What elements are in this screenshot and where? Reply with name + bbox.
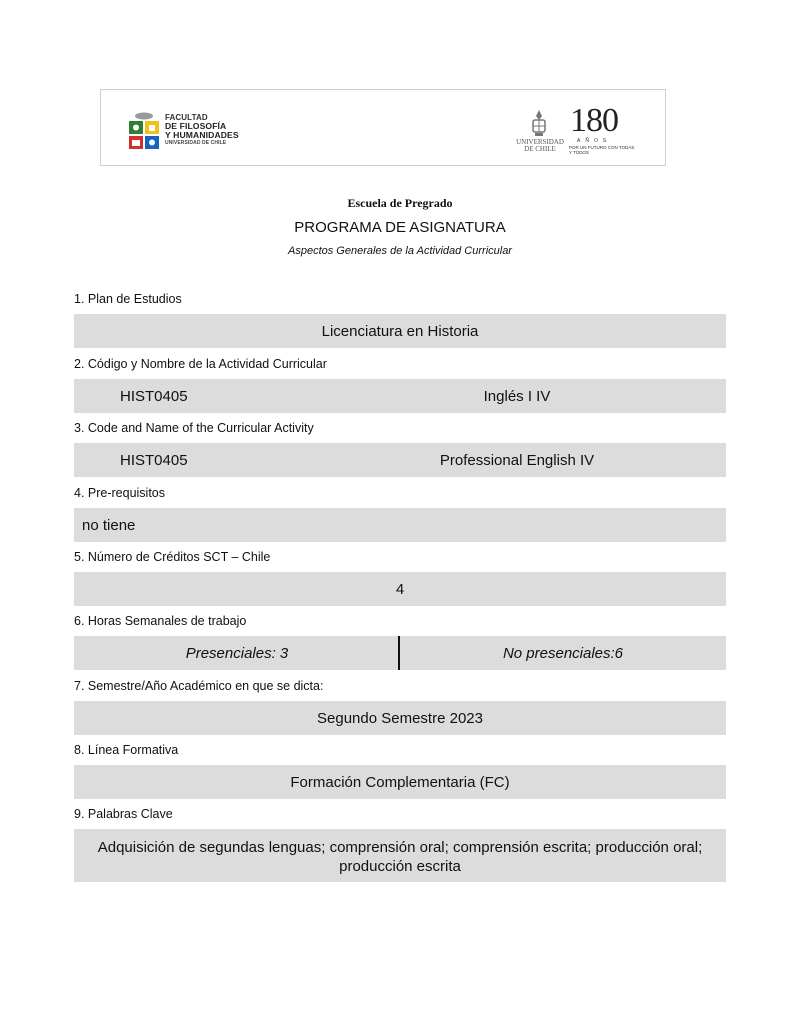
prereq-value: no tiene — [82, 516, 136, 534]
faculty-logo-text — [165, 113, 239, 147]
faculty-logo-line1: FACULTAD — [165, 113, 208, 122]
palabras-field — [74, 829, 726, 882]
semestre-label: 7. Semestre/Año Académico en que se dicta: — [74, 679, 324, 693]
semestre-field — [74, 701, 726, 735]
school-heading: Escuela de Pregrado — [347, 196, 453, 210]
header-banner — [100, 89, 666, 166]
palabras-label: 9. Palabras Clave — [74, 807, 173, 821]
faculty-logo-line2: DE FILOSOFÍA — [165, 121, 227, 131]
prereq-label: 4. Pre-requisitos — [74, 486, 166, 500]
university-logo-line2: DE CHILE — [524, 145, 556, 153]
page-title: PROGRAMA DE ASIGNATURA — [294, 219, 506, 236]
faculty-logo-line3: Y HUMANIDADES — [165, 130, 239, 140]
horas-label: 6. Horas Semanales de trabajo — [74, 614, 247, 628]
codigo-code: HIST0405 — [120, 387, 188, 405]
codigo-label: 2. Código y Nombre de la Actividad Curricular — [74, 357, 327, 371]
code-en-code: HIST0405 — [120, 451, 188, 469]
page-subtitle: Aspectos Generales de la Actividad Curricular — [288, 245, 512, 257]
university-seal-icon — [529, 108, 549, 138]
codigo-field — [74, 379, 726, 413]
linea-label: 8. Línea Formativa — [74, 743, 179, 757]
codigo-name: Inglés I IV — [483, 387, 551, 405]
code-en-field — [74, 443, 726, 477]
creditos-value: 4 — [395, 580, 405, 598]
plan-value: Licenciatura en Historia — [321, 322, 479, 340]
horas-field — [74, 636, 726, 670]
prereq-field — [74, 508, 726, 542]
plan-field — [74, 314, 726, 348]
anniversary-number: 180 — [570, 102, 618, 139]
linea-value: Formación Complementaria (FC) — [290, 773, 510, 791]
code-en-name: Professional English IV — [439, 451, 595, 469]
anniversary-tagline: POR UN FUTURO CON TODAS Y TODOS — [569, 145, 635, 155]
faculty-logo-line4: UNIVERSIDAD DE CHILE — [165, 140, 227, 146]
palabras-line2: producción escrita — [339, 858, 461, 875]
palabras-line1: Adquisición de segundas lenguas; comprensión oral; comprensión escrita; producción oral; — [97, 839, 703, 856]
semestre-value: Segundo Semestre 2023 — [317, 709, 483, 727]
horas-no-presenciales: No presenciales:6 — [502, 644, 624, 662]
anniversary-anios: AÑOS — [577, 138, 612, 144]
university-logo-line1: UNIVERSIDAD — [516, 138, 564, 146]
university-logo-text — [511, 139, 569, 153]
horas-presenciales: Presenciales: 3 — [185, 644, 289, 662]
faculty-crest-icon — [127, 112, 161, 150]
linea-field — [74, 765, 726, 799]
creditos-label: 5. Número de Créditos SCT – Chile — [74, 550, 271, 564]
code-en-label: 3. Code and Name of the Curricular Activity — [74, 421, 314, 435]
plan-label: 1. Plan de Estudios — [74, 292, 182, 306]
creditos-field — [74, 572, 726, 606]
